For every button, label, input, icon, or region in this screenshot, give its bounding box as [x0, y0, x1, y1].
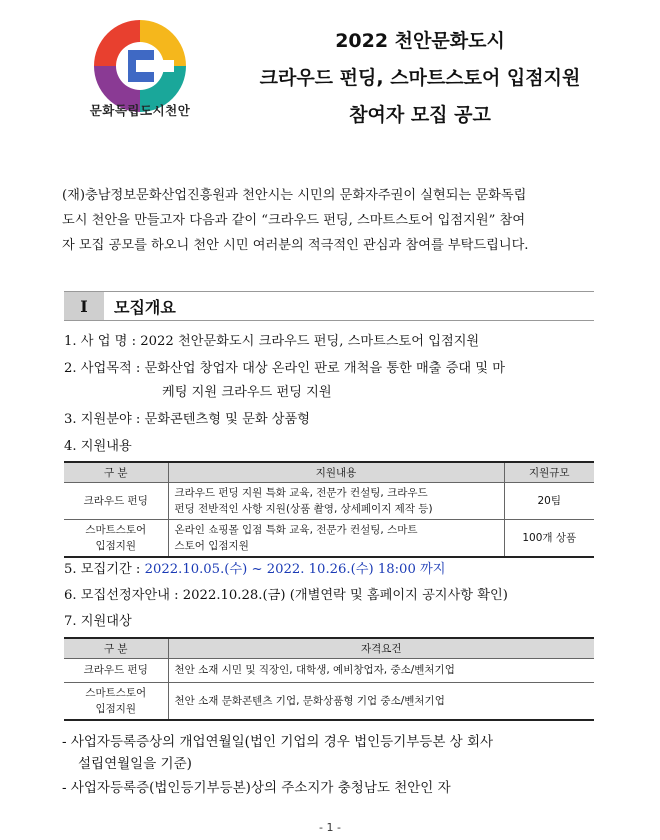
title-line-3: 참여자 모집 공고: [349, 104, 491, 126]
support-row2-category-line1: 스마트스토어: [85, 523, 147, 536]
item-field: 3. 지원분야 : 문화콘텐츠형 및 문화 상품형: [64, 412, 311, 427]
item-target: 7. 지원대상: [64, 614, 132, 629]
target-header-category: 구 분: [64, 638, 168, 658]
target-row1-category: 크라우드 펀딩: [64, 658, 168, 682]
item-period-label: 5. 모집기간 :: [64, 562, 145, 577]
support-table: [64, 461, 594, 558]
section-header: [64, 291, 594, 321]
support-row1-scale: 20팀: [504, 482, 594, 519]
support-row2-content-line2: 스토어 입점지원: [174, 539, 249, 552]
target-row2-category: [64, 682, 168, 720]
section-title: 모집개요: [114, 297, 176, 317]
item-support-content: 4. 지원내용: [64, 439, 132, 454]
support-row1-content-line1: 크라우드 펀딩 지원 특화 교육, 전문가 컨설팅, 크라우드: [174, 486, 428, 499]
title-line-2: 크라우드 펀딩, 스마트스토어 입점지원: [259, 67, 581, 89]
section-number: I: [64, 292, 104, 320]
support-header-scale: 지원규모: [504, 462, 594, 482]
title-line-1: 2022 천안문화도시: [335, 30, 505, 52]
support-row2-content-line1: 온라인 쇼핑몰 입점 특화 교육, 전문가 컨설팅, 스마트: [174, 523, 418, 536]
target-row2-requirement: 천안 소재 문화콘텐츠 기업, 문화상품형 기업 중소/벤처기업: [168, 682, 594, 720]
note-establishment-date-cont: 설립연월일을 기준): [78, 756, 192, 772]
target-header-requirement: 자격요건: [168, 638, 594, 658]
support-header-content: 지원내용: [168, 462, 504, 482]
item-period-value: 2022.10.05.(수) ~ 2022. 10.26.(수) 18:00 까지: [144, 562, 446, 577]
logo-caption: 문화독립도시천안: [89, 103, 191, 118]
support-row1-content-line2: 펀딩 전반적인 사항 지원(상품 촬영, 상세페이지 제작 등): [174, 502, 433, 515]
support-row2-scale: 100개 상품: [504, 519, 594, 557]
item-project-name: 1. 사 업 명 : 2022 천안문화도시 크라우드 펀딩, 스마트스토어 입점지원: [64, 334, 480, 349]
item-period: [64, 558, 446, 577]
support-row1-category: 크라우드 펀딩: [64, 482, 168, 519]
note-address: - 사업자등록증(법인등기부등본)상의 주소지가 충청남도 천안인 자: [62, 780, 451, 796]
target-table: [64, 637, 594, 721]
intro-line-1: (재)충남정보문화산업진흥원과 천안시는 시민의 문화자주권이 실현되는 문화독립: [62, 188, 527, 203]
target-row2-category-line1: 스마트스토어: [85, 686, 147, 699]
intro-line-3: 자 모집 공모를 하오니 천안 시민 여러분의 적극적인 관심과 참여를 부탁드립니다.: [62, 238, 529, 253]
support-row2-category-line2: 입점지원: [95, 539, 137, 552]
target-row1-requirement: 천안 소재 시민 및 직장인, 대학생, 예비창업자, 중소/벤처기업: [168, 658, 594, 682]
item-purpose: 2. 사업목적 : 문화산업 창업자 대상 온라인 판로 개척을 통한 매출 증대 및 마: [64, 361, 505, 376]
support-row1-content: [168, 482, 504, 519]
support-row2-content: [168, 519, 504, 557]
item-purpose-cont: 케팅 지원 크라우드 펀딩 지원: [162, 385, 332, 400]
page-number: - 1 -: [319, 821, 341, 834]
note-establishment-date: - 사업자등록증상의 개업연월일(법인 기업의 경우 법인등기부등본 상 회사: [62, 734, 494, 750]
item-selection-notice: 6. 모집선정자안내 : 2022.10.28.(금) (개별연락 및 홈페이지 공지사항 확인): [64, 588, 508, 603]
target-row2-category-line2: 입점지원: [95, 702, 137, 715]
support-row2-category: [64, 519, 168, 557]
intro-line-2: 도시 천안을 만들고자 다음과 같이 “크라우드 펀딩, 스마트스토어 입점지원” 참여: [62, 213, 526, 228]
intro-paragraph: [62, 183, 598, 258]
support-header-category: 구 분: [64, 462, 168, 482]
